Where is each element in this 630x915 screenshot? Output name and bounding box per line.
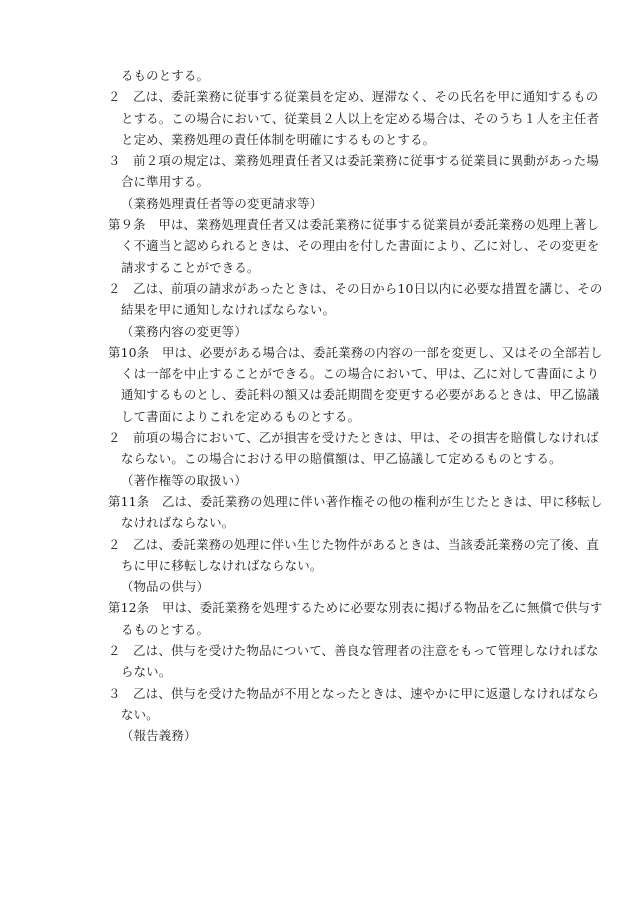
text-line: 結果を甲に通知しなければならない。 <box>121 302 336 318</box>
numbered-item <box>108 427 599 470</box>
text-line: とする。この場合において、従業員２人以上を定める場合は、そのうち１人を主任者 <box>121 110 600 126</box>
text-line: ２ 前項の場合において、乙が損害を受けたときは、甲は、その損害を賠償しなければ <box>108 430 599 446</box>
article-paragraph <box>108 214 600 278</box>
text-line: 第９条 甲は、業務処理責任者又は委託業務に従事する従業員が委託業務の処理上著し <box>108 217 600 233</box>
text-line: ３ 乙は、供与を受けた物品が不用となったときは、速やかに甲に返還しなければなら <box>108 685 600 701</box>
text-line: るものとする。 <box>121 68 210 83</box>
document-body <box>108 65 603 747</box>
text-line: なければならない。 <box>121 515 235 531</box>
text-line: と定め、業務処理の責任体制を明確にするものとする。 <box>121 131 436 147</box>
text-line: ２ 乙は、前項の請求があったときは、その日から10日以内に必要な措置を講じ、その <box>108 280 603 296</box>
text-line: （著作権等の取扱い） <box>121 472 247 488</box>
numbered-item <box>108 683 600 726</box>
numbered-item <box>108 86 600 150</box>
text-line: ２ 乙は、委託業務の処理に伴い生じた物件があるときは、当該委託業務の完了後、直 <box>108 536 600 552</box>
text-line: （業務処理責任者等の変更請求等） <box>121 195 323 211</box>
text-line: く不適当と認められるときは、その理由を付した書面により、乙に対し、その変更を <box>121 238 600 254</box>
article-paragraph <box>108 491 603 534</box>
text-line: 請求することができる。 <box>121 259 260 275</box>
text-line: ちに甲に移転しなければならない。 <box>121 557 323 573</box>
numbered-item <box>108 640 599 683</box>
text-line: るものとする。 <box>121 621 210 637</box>
text-line: （報告義務） <box>121 728 197 744</box>
text-line: ３ 前２項の規定は、業務処理責任者又は委託業務に従事する従業員に異動があった場 <box>108 153 599 169</box>
text-line: 第11条 乙は、委託業務の処理に伴い著作権その他の権利が生じたときは、甲に移転し <box>108 493 603 509</box>
text-line: ない。 <box>121 706 159 722</box>
continued-paragraph <box>108 65 576 86</box>
text-line: 通知するものとし、委託料の額又は委託期間を変更する必要があるときは、甲乙協議 <box>121 387 600 403</box>
section-heading <box>108 725 576 746</box>
numbered-item <box>108 534 600 577</box>
text-line: くは一部を中止することができる。この場合において、甲は、乙に対して書面により <box>121 366 600 382</box>
section-heading <box>108 321 576 342</box>
text-line: 合に準用する。 <box>121 174 210 190</box>
text-line: （物品の供与） <box>121 579 210 595</box>
text-line: ならない。この場合における甲の賠償額は、甲乙協議して定めるものとする。 <box>121 451 562 467</box>
article-paragraph <box>108 342 603 427</box>
text-line: 第12条 甲は、委託業務を処理するために必要な別表に掲げる物品を乙に無償で供与す <box>108 600 603 616</box>
text-line: ２ 乙は、供与を受けた物品について、善良な管理者の注意をもって管理しなければな <box>108 643 599 659</box>
text-line: らない。 <box>121 664 172 680</box>
text-line: （業務内容の変更等） <box>121 323 247 339</box>
section-heading <box>108 576 576 597</box>
text-line: 第10条 甲は、必要がある場合は、委託業務の内容の一部を変更し、又はその全部若し <box>108 344 603 360</box>
section-heading <box>108 193 576 214</box>
text-line: して書面によりこれを定めるものとする。 <box>121 408 361 424</box>
numbered-item <box>108 278 603 321</box>
section-heading <box>108 470 576 491</box>
numbered-item <box>108 150 599 193</box>
text-line: ２ 乙は、委託業務に従事する従業員を定め、遅滞なく、その氏名を甲に通知するもの <box>108 89 599 105</box>
article-paragraph <box>108 597 603 640</box>
